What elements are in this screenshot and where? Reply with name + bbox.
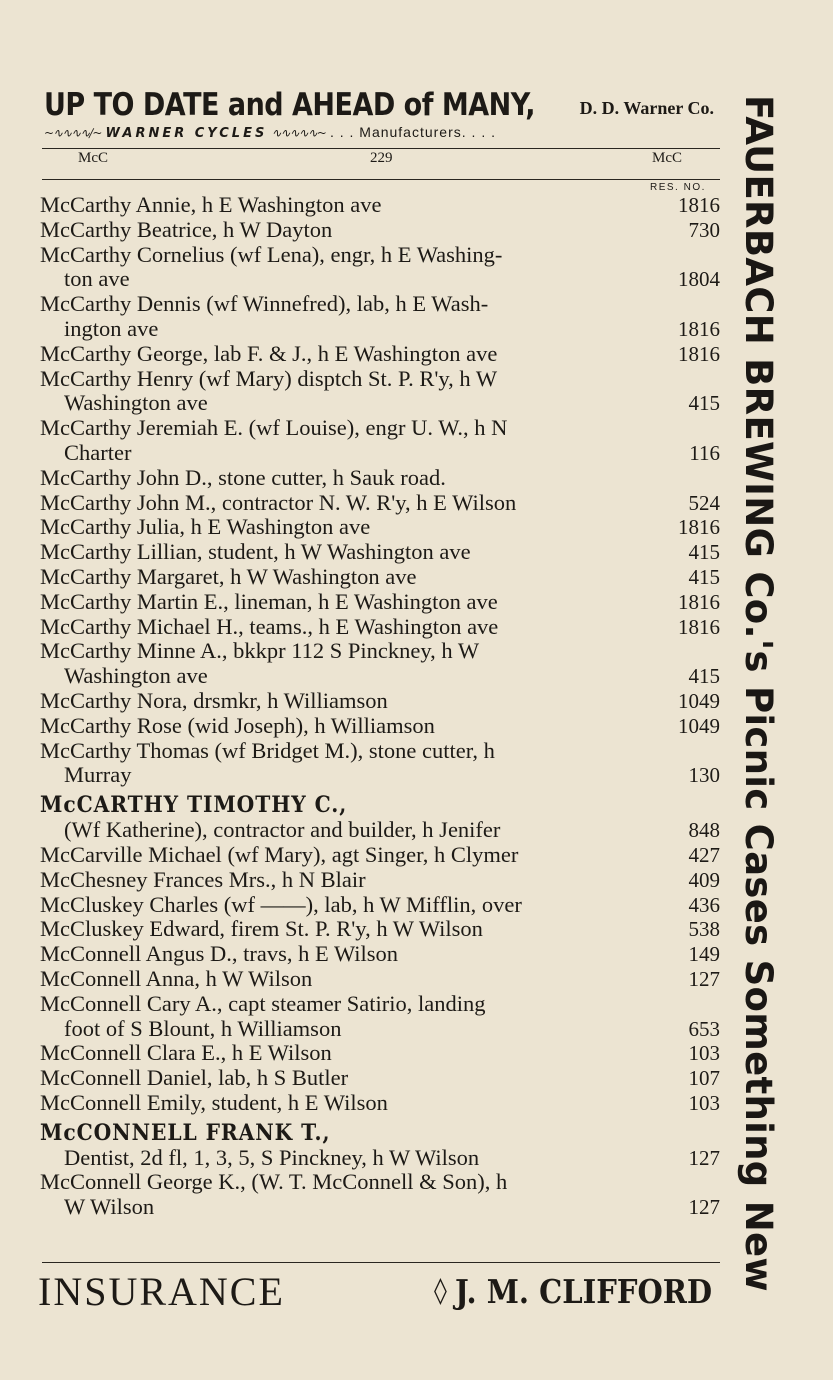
entry-text: Washington ave xyxy=(64,390,208,416)
residence-number: 107 xyxy=(688,1066,720,1091)
entry-text: McCARTHY TIMOTHY C., xyxy=(40,792,348,819)
residence-number: 130 xyxy=(688,763,720,788)
entry-text: McCarthy Julia, h E Washington ave xyxy=(40,514,371,540)
header-banner xyxy=(44,87,724,126)
entry-text: McCarthy Beatrice, h W Dayton xyxy=(40,216,333,242)
entry-text: Murray xyxy=(64,762,132,788)
directory-entry xyxy=(40,992,720,1017)
running-head-left: McC xyxy=(78,150,108,166)
residence-number: 1804 xyxy=(678,267,720,292)
footer-rule xyxy=(42,1262,720,1263)
page-number: 229 xyxy=(370,150,393,166)
residence-number: 415 xyxy=(688,564,720,589)
entry-heading xyxy=(40,788,720,818)
directory-entry xyxy=(40,1146,720,1171)
entry-text: McCarthy Martin E., lineman, h E Washington ave xyxy=(40,588,498,614)
footer-ornament: ◊ xyxy=(434,1276,447,1306)
directory-entry xyxy=(40,267,720,292)
residence-number: 127 xyxy=(688,1195,720,1220)
residence-number: 409 xyxy=(688,867,720,892)
residence-number: 1816 xyxy=(678,614,720,639)
residence-number: 1816 xyxy=(678,193,720,217)
entry-text: McCarthy Annie, h E Washington ave xyxy=(40,192,382,217)
entry-text: McCarthy Henry (wf Mary) disptch St. P. R'y, h W xyxy=(40,365,498,391)
flourish-left: ~∿∿∿∿∕~ xyxy=(44,126,102,140)
entry-text: McCarthy Michael H., teams., h E Washington ave xyxy=(40,613,499,639)
header-subline xyxy=(44,124,720,142)
directory-entry xyxy=(40,868,720,893)
directory-entry xyxy=(40,1091,720,1116)
directory-entry xyxy=(40,967,720,992)
residence-number: 427 xyxy=(688,842,720,867)
residence-number: 415 xyxy=(688,391,720,416)
entry-text: McCarthy Thomas (wf Bridget M.), stone cutter, h xyxy=(40,737,495,763)
side-ad-text: FAUERBACH BREWING Co.'s Picnic Cases Something New xyxy=(737,95,780,1292)
directory-entry xyxy=(40,1066,720,1091)
entry-text: ton ave xyxy=(64,266,130,292)
directory-listing xyxy=(40,193,720,1220)
entry-text: McCarthy Nora, drsmkr, h Williamson xyxy=(40,687,388,713)
residence-number: 415 xyxy=(688,540,720,565)
directory-entry xyxy=(40,491,720,516)
directory-entry xyxy=(40,243,720,268)
residence-number: 1816 xyxy=(678,316,720,341)
entry-text: McCarville Michael (wf Mary), agt Singer, h Clymer xyxy=(40,841,519,867)
residence-number: 848 xyxy=(688,818,720,843)
directory-entry xyxy=(40,193,720,218)
residence-number: 1049 xyxy=(678,688,720,713)
residence-number: 1816 xyxy=(678,341,720,366)
residence-number: 730 xyxy=(688,217,720,242)
directory-entry xyxy=(40,615,720,640)
page-header xyxy=(44,150,712,172)
directory-entry xyxy=(40,292,720,317)
residence-number: 653 xyxy=(688,1016,720,1041)
entry-text: Washington ave xyxy=(64,663,208,689)
page-header-rule xyxy=(42,179,720,180)
directory-entry xyxy=(40,218,720,243)
directory-entry xyxy=(40,391,720,416)
entry-heading xyxy=(40,1116,720,1146)
directory-entry xyxy=(40,1017,720,1042)
directory-entry xyxy=(40,714,720,739)
entry-text: McCarthy Rose (wid Joseph), h Williamson xyxy=(40,712,435,738)
entry-text: Charter xyxy=(64,439,132,465)
directory-entry xyxy=(40,590,720,615)
entry-text: McCarthy George, lab F. & J., h E Washington ave xyxy=(40,340,498,366)
directory-entry xyxy=(40,942,720,967)
directory-entry xyxy=(40,1041,720,1066)
directory-entry xyxy=(40,367,720,392)
directory-entry xyxy=(40,763,720,788)
residence-number: 436 xyxy=(688,892,720,917)
directory-entry xyxy=(40,1195,720,1220)
entry-text: W Wilson xyxy=(64,1194,155,1220)
directory-entry xyxy=(40,1170,720,1195)
entry-text: McCluskey Edward, firem St. P. R'y, h W Wilson xyxy=(40,916,483,942)
entry-text: (Wf Katherine), contractor and builder, h Jenifer xyxy=(64,817,501,843)
directory-entry xyxy=(40,843,720,868)
entry-text: McCarthy Cornelius (wf Lena), engr, h E Washing- xyxy=(40,241,503,267)
directory-entry xyxy=(40,664,720,689)
entry-text: McConnell Clara E., h E Wilson xyxy=(40,1040,332,1066)
entry-text: McCarthy Jeremiah E. (wf Louise), engr U. W., h N xyxy=(40,415,508,441)
entry-text: McCarthy Lillian, student, h W Washington ave xyxy=(40,539,471,565)
entry-text: McCarthy Dennis (wf Winnefred), lab, h E Wash- xyxy=(40,291,489,317)
directory-entry xyxy=(40,540,720,565)
directory-entry xyxy=(40,441,720,466)
directory-entry xyxy=(40,342,720,367)
header-slogan: UP TO DATE and AHEAD of MANY, xyxy=(44,87,536,123)
entry-text: McChesney Frances Mrs., h N Blair xyxy=(40,866,366,892)
residence-number: 127 xyxy=(688,966,720,991)
residence-number: 127 xyxy=(688,1145,720,1170)
directory-entry xyxy=(40,739,720,764)
insurance-label: INSURANCE xyxy=(38,1269,285,1314)
directory-entry xyxy=(40,565,720,590)
entry-text: McConnell Angus D., travs, h E Wilson xyxy=(40,941,399,967)
residence-number: 415 xyxy=(688,664,720,689)
directory-entry xyxy=(40,893,720,918)
residence-number: 149 xyxy=(688,942,720,967)
manufacturers-label: . . . Manufacturers. . . . xyxy=(329,124,496,140)
entry-text: Dentist, 2d fl, 1, 3, 5, S Pinckney, h W Wilson xyxy=(64,1144,480,1170)
entry-text: McConnell Cary A., capt steamer Satirio, landing xyxy=(40,990,486,1016)
residence-number: 1816 xyxy=(678,589,720,614)
directory-entry xyxy=(40,689,720,714)
directory-entry xyxy=(40,317,720,342)
residence-number: 103 xyxy=(688,1041,720,1066)
clifford-name: J. M. CLIFFORD xyxy=(454,1272,712,1311)
residence-number: 116 xyxy=(689,440,720,465)
header-rule xyxy=(42,148,720,149)
flourish-right: ∿∿∿∿∿~ xyxy=(271,126,326,140)
entry-text: McCluskey Charles (wf ——), lab, h W Mifflin, over xyxy=(40,891,522,917)
running-head-right: McC xyxy=(652,150,682,166)
entry-text: McCarthy John M., contractor N. W. R'y, h E Wilson xyxy=(40,489,517,515)
directory-entry xyxy=(40,416,720,441)
residence-number: 1049 xyxy=(678,713,720,738)
entry-text: McCarthy Margaret, h W Washington ave xyxy=(40,563,417,589)
residence-number: 1816 xyxy=(678,515,720,540)
footer-ad xyxy=(38,1268,720,1314)
header-maker: D. D. Warner Co. xyxy=(579,98,714,118)
residence-number: 103 xyxy=(688,1090,720,1115)
entry-text: McConnell Emily, student, h E Wilson xyxy=(40,1089,388,1115)
directory-entry xyxy=(40,515,720,540)
entry-text: McCarthy John D., stone cutter, h Sauk road. xyxy=(40,464,446,490)
directory-entry xyxy=(40,917,720,942)
warner-cycles-logo: WARNER CYCLES xyxy=(105,126,268,141)
entry-text: McCarthy Minne A., bkkpr 112 S Pinckney, h W xyxy=(40,638,480,664)
side-advertisement xyxy=(733,95,783,1325)
residence-number: 524 xyxy=(688,490,720,515)
entry-text: McConnell Daniel, lab, h S Butler xyxy=(40,1065,349,1091)
entry-text: foot of S Blount, h Williamson xyxy=(64,1015,342,1041)
directory-entry xyxy=(40,639,720,664)
directory-entry xyxy=(40,818,720,843)
entry-text: ington ave xyxy=(64,315,159,341)
entry-text: McCONNELL FRANK T., xyxy=(40,1119,331,1146)
entry-text: McConnell George K., (W. T. McConnell & Son), h xyxy=(40,1169,508,1195)
residence-number: 538 xyxy=(688,917,720,942)
directory-entry xyxy=(40,466,720,491)
entry-text: McConnell Anna, h W Wilson xyxy=(40,965,313,991)
res-no-label: RES. NO. xyxy=(650,182,706,193)
